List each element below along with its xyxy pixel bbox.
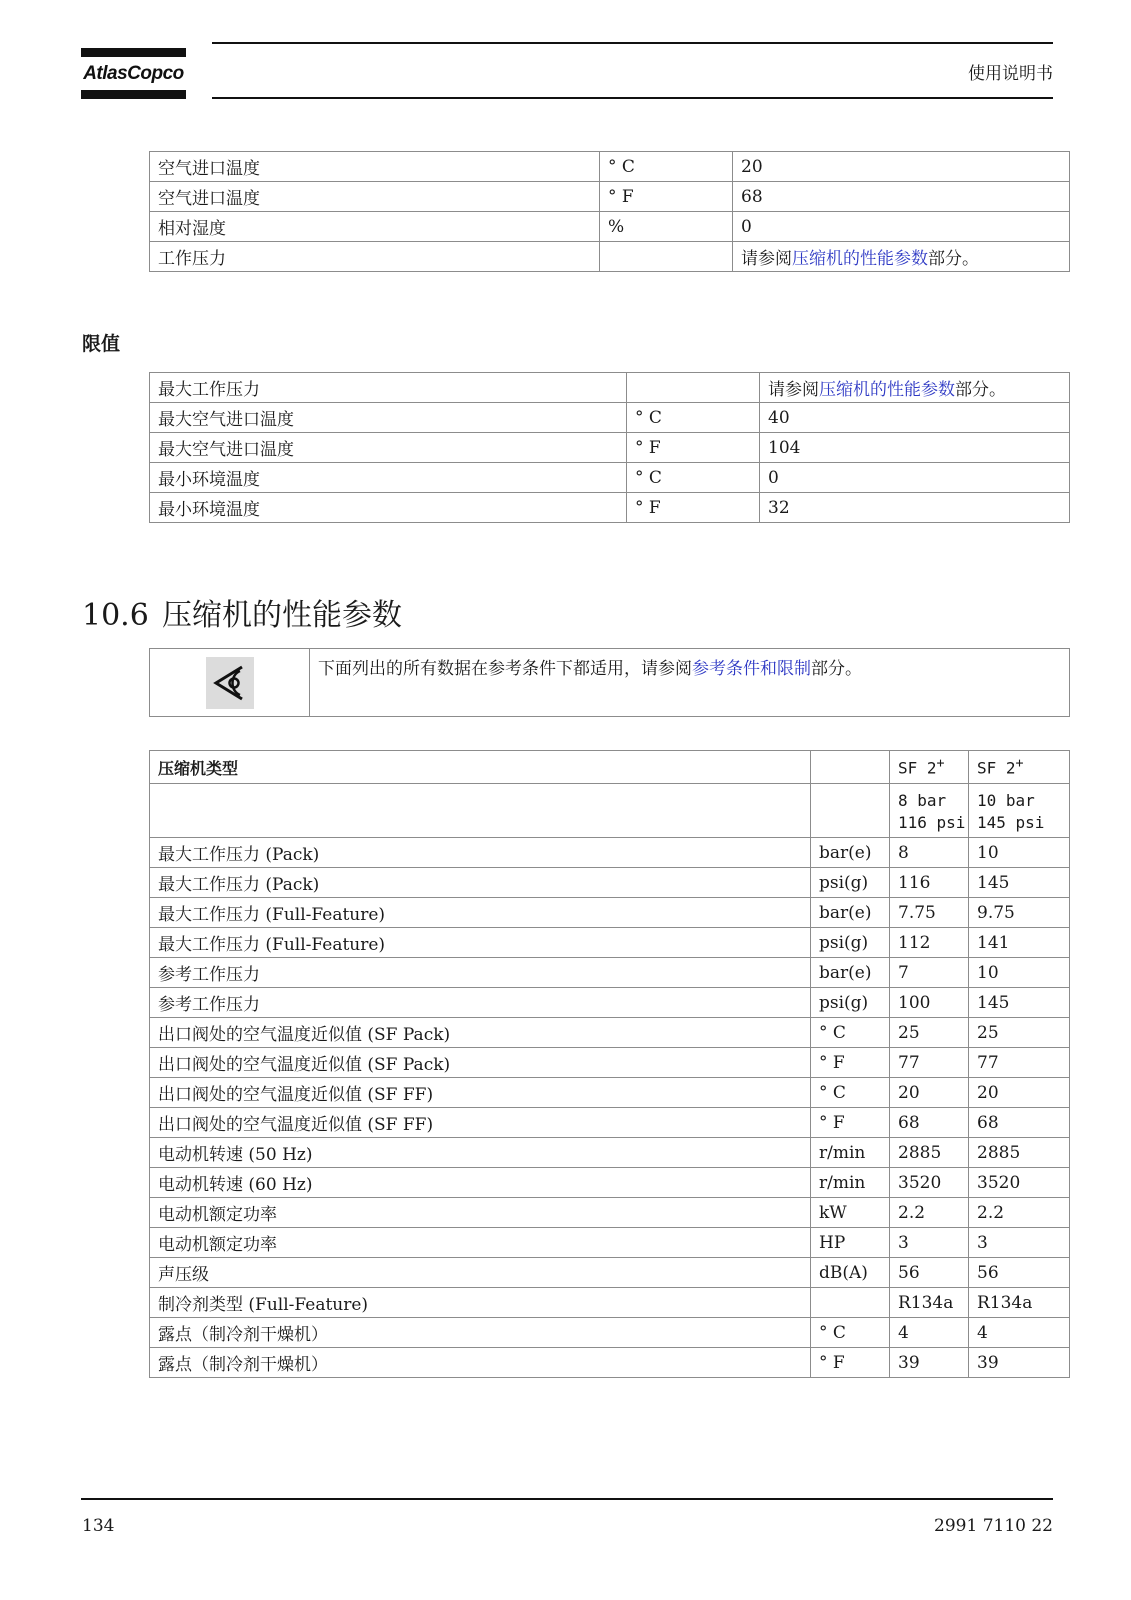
section-title: 压缩机的性能参数 xyxy=(162,598,402,633)
unit-cell: ° F xyxy=(600,182,733,212)
performance-data-link[interactable]: 压缩机的性能参数 xyxy=(792,249,928,269)
unit-cell xyxy=(811,1288,890,1318)
note-row xyxy=(150,649,1070,717)
model-name: SF 2 xyxy=(977,758,1016,778)
unit-cell: r/min xyxy=(811,1168,890,1198)
table-row xyxy=(150,1288,1070,1318)
param-cell: 制冷剂类型 (Full-Feature) xyxy=(150,1288,811,1318)
param-cell: 最大空气进口温度 xyxy=(150,403,627,433)
value-cell: 20 xyxy=(733,152,1070,182)
page-number: 134 xyxy=(82,1516,115,1536)
value-cell: 141 xyxy=(969,928,1070,958)
note-icon-cell xyxy=(150,649,310,717)
value-cell: 145 xyxy=(969,988,1070,1018)
unit-cell: % xyxy=(600,212,733,242)
param-cell: 出口阀处的空气温度近似值 (SF Pack) xyxy=(150,1048,811,1078)
document-title: 使用说明书 xyxy=(968,64,1053,84)
table-row xyxy=(150,1318,1070,1348)
param-cell: 电动机额定功率 xyxy=(150,1198,811,1228)
value-cell: 40 xyxy=(760,403,1070,433)
value-cell: 32 xyxy=(760,493,1070,523)
value-cell: 4 xyxy=(969,1318,1070,1348)
value-cell: 2885 xyxy=(969,1138,1070,1168)
value-cell: 2.2 xyxy=(890,1198,969,1228)
unit-cell: ° F xyxy=(627,433,760,463)
value-cell: 0 xyxy=(733,212,1070,242)
unit-cell: ° C xyxy=(627,463,760,493)
unit-cell: ° C xyxy=(811,1078,890,1108)
atlas-copco-logo xyxy=(81,48,186,100)
value-cell: 100 xyxy=(890,988,969,1018)
param-cell: 最大工作压力 (Full-Feature) xyxy=(150,898,811,928)
unit-cell: ° F xyxy=(811,1048,890,1078)
footer-rule xyxy=(81,1498,1053,1500)
table-row xyxy=(150,242,1070,272)
unit-cell: ° F xyxy=(627,493,760,523)
performance-table xyxy=(149,750,1070,1378)
param-cell: 最大工作压力 xyxy=(150,373,627,403)
note-text: 下面列出的所有数据在参考条件下都适用，请参阅 xyxy=(318,659,692,679)
table-subheader-row xyxy=(150,784,1070,838)
unit-cell: ° C xyxy=(627,403,760,433)
value-cell: 116 xyxy=(890,868,969,898)
table-row xyxy=(150,403,1070,433)
unit-cell: ° C xyxy=(811,1318,890,1348)
param-cell: 电动机转速 (60 Hz) xyxy=(150,1168,811,1198)
header-rule-bottom xyxy=(212,97,1053,99)
model-name: SF 2 xyxy=(898,758,937,778)
value-cell: 7 xyxy=(890,958,969,988)
unit-header-cell xyxy=(811,751,890,784)
param-cell: 电动机额定功率 xyxy=(150,1228,811,1258)
value-cell xyxy=(733,242,1070,272)
table-row xyxy=(150,433,1070,463)
param-cell: 最大工作压力 (Full-Feature) xyxy=(150,928,811,958)
param-cell: 最大工作压力 (Pack) xyxy=(150,868,811,898)
param-cell: 出口阀处的空气温度近似值 (SF Pack) xyxy=(150,1018,811,1048)
table-row xyxy=(150,1198,1070,1228)
value-cell: 68 xyxy=(890,1108,969,1138)
unit-cell: ° C xyxy=(811,1018,890,1048)
table-row xyxy=(150,1228,1070,1258)
model-sup: + xyxy=(936,756,945,772)
value-cell: 77 xyxy=(969,1048,1070,1078)
ref-text-suffix: 部分。 xyxy=(955,380,1006,400)
value-cell: 145 xyxy=(969,868,1070,898)
param-cell: 电动机转速 (50 Hz) xyxy=(150,1138,811,1168)
limits-heading: 限值 xyxy=(82,333,121,355)
model-sup: + xyxy=(1015,756,1024,772)
value-cell: 0 xyxy=(760,463,1070,493)
note-box xyxy=(149,648,1070,717)
table-row xyxy=(150,1258,1070,1288)
unit-cell: bar(e) xyxy=(811,958,890,988)
unit-cell: ° F xyxy=(811,1108,890,1138)
value-cell: R134a xyxy=(890,1288,969,1318)
value-cell: 25 xyxy=(969,1018,1070,1048)
performance-table-body xyxy=(150,838,1070,1378)
table-row xyxy=(150,838,1070,868)
table-row xyxy=(150,373,1070,403)
param-cell: 最小环境温度 xyxy=(150,463,627,493)
table-row xyxy=(150,182,1070,212)
param-cell: 相对湿度 xyxy=(150,212,600,242)
table-row xyxy=(150,1168,1070,1198)
unit-cell: ° F xyxy=(811,1348,890,1378)
unit-cell: psi(g) xyxy=(811,928,890,958)
table-header-row xyxy=(150,751,1070,784)
table-row xyxy=(150,1108,1070,1138)
value-cell: 20 xyxy=(890,1078,969,1108)
table-row xyxy=(150,152,1070,182)
param-cell: 工作压力 xyxy=(150,242,600,272)
value-cell: 10 xyxy=(969,838,1070,868)
section-heading xyxy=(82,590,402,634)
table-row xyxy=(150,988,1070,1018)
value-cell: 8 xyxy=(890,838,969,868)
value-cell: 39 xyxy=(969,1348,1070,1378)
param-cell: 最小环境温度 xyxy=(150,493,627,523)
table-row xyxy=(150,928,1070,958)
table-row xyxy=(150,1018,1070,1048)
unit-cell xyxy=(627,373,760,403)
limits-table xyxy=(149,372,1070,523)
header-rule-top xyxy=(212,42,1053,44)
table-row xyxy=(150,212,1070,242)
table-row xyxy=(150,898,1070,928)
unit-cell: psi(g) xyxy=(811,988,890,1018)
value-cell: 3 xyxy=(969,1228,1070,1258)
unit-cell: dB(A) xyxy=(811,1258,890,1288)
table-row xyxy=(150,1348,1070,1378)
empty-cell xyxy=(811,784,890,838)
value-cell: 56 xyxy=(969,1258,1070,1288)
param-cell: 参考工作压力 xyxy=(150,988,811,1018)
unit-cell: bar(e) xyxy=(811,838,890,868)
table-row xyxy=(150,493,1070,523)
unit-cell: psi(g) xyxy=(811,868,890,898)
value-cell: 10 xyxy=(969,958,1070,988)
table-row xyxy=(150,1048,1070,1078)
model-rating-cell xyxy=(969,784,1070,838)
table-row xyxy=(150,1078,1070,1108)
model-pressure-bar: 10 bar xyxy=(977,790,1035,810)
value-cell: 39 xyxy=(890,1348,969,1378)
param-cell: 参考工作压力 xyxy=(150,958,811,988)
logo-bar-top xyxy=(81,48,186,57)
value-cell xyxy=(760,373,1070,403)
section-number: 10.6 xyxy=(82,598,149,633)
value-cell: 25 xyxy=(890,1018,969,1048)
model-header-cell xyxy=(890,751,969,784)
table-row xyxy=(150,868,1070,898)
note-text-cell xyxy=(310,649,1070,717)
unit-cell xyxy=(600,242,733,272)
model-pressure-psi: 145 psi xyxy=(977,812,1045,832)
value-cell: 7.75 xyxy=(890,898,969,928)
value-cell: 4 xyxy=(890,1318,969,1348)
value-cell: 3520 xyxy=(890,1168,969,1198)
param-cell: 出口阀处的空气温度近似值 (SF FF) xyxy=(150,1078,811,1108)
table-row xyxy=(150,1138,1070,1168)
param-cell: 空气进口温度 xyxy=(150,152,600,182)
empty-cell xyxy=(150,784,811,838)
reference-conditions-table xyxy=(149,151,1070,272)
ref-text-suffix: 部分。 xyxy=(928,249,979,269)
unit-cell: HP xyxy=(811,1228,890,1258)
unit-cell: r/min xyxy=(811,1138,890,1168)
value-cell: 9.75 xyxy=(969,898,1070,928)
model-rating-cell xyxy=(890,784,969,838)
performance-data-link[interactable]: 压缩机的性能参数 xyxy=(819,380,955,400)
param-cell: 声压级 xyxy=(150,1258,811,1288)
model-header-cell xyxy=(969,751,1070,784)
eye-warning-icon xyxy=(206,657,254,709)
table-row xyxy=(150,958,1070,988)
table-row xyxy=(150,463,1070,493)
unit-cell: kW xyxy=(811,1198,890,1228)
param-cell: 最大空气进口温度 xyxy=(150,433,627,463)
value-cell: 2.2 xyxy=(969,1198,1070,1228)
logo-bar-bottom xyxy=(81,90,186,99)
value-cell: R134a xyxy=(969,1288,1070,1318)
value-cell: 56 xyxy=(890,1258,969,1288)
value-cell: 2885 xyxy=(890,1138,969,1168)
param-cell: 最大工作压力 (Pack) xyxy=(150,838,811,868)
value-cell: 3 xyxy=(890,1228,969,1258)
param-cell: 露点（制冷剂干燥机） xyxy=(150,1348,811,1378)
document-number: 2991 7110 22 xyxy=(934,1516,1053,1536)
value-cell: 112 xyxy=(890,928,969,958)
model-pressure-bar: 8 bar xyxy=(898,790,947,810)
compressor-type-label: 压缩机类型 xyxy=(150,751,811,784)
value-cell: 104 xyxy=(760,433,1070,463)
value-cell: 77 xyxy=(890,1048,969,1078)
model-pressure-psi: 116 psi xyxy=(898,812,966,832)
unit-cell: bar(e) xyxy=(811,898,890,928)
unit-cell: ° C xyxy=(600,152,733,182)
param-cell: 出口阀处的空气温度近似值 (SF FF) xyxy=(150,1108,811,1138)
reference-conditions-link[interactable]: 参考条件和限制 xyxy=(692,659,811,679)
param-cell: 空气进口温度 xyxy=(150,182,600,212)
value-cell: 3520 xyxy=(969,1168,1070,1198)
note-text-suffix: 部分。 xyxy=(811,659,862,679)
logo-wordmark: AtlasCopco xyxy=(83,63,184,84)
ref-text: 请参阅 xyxy=(768,380,819,400)
param-cell: 露点（制冷剂干燥机） xyxy=(150,1318,811,1348)
value-cell: 68 xyxy=(733,182,1070,212)
value-cell: 68 xyxy=(969,1108,1070,1138)
value-cell: 20 xyxy=(969,1078,1070,1108)
ref-text: 请参阅 xyxy=(741,249,792,269)
